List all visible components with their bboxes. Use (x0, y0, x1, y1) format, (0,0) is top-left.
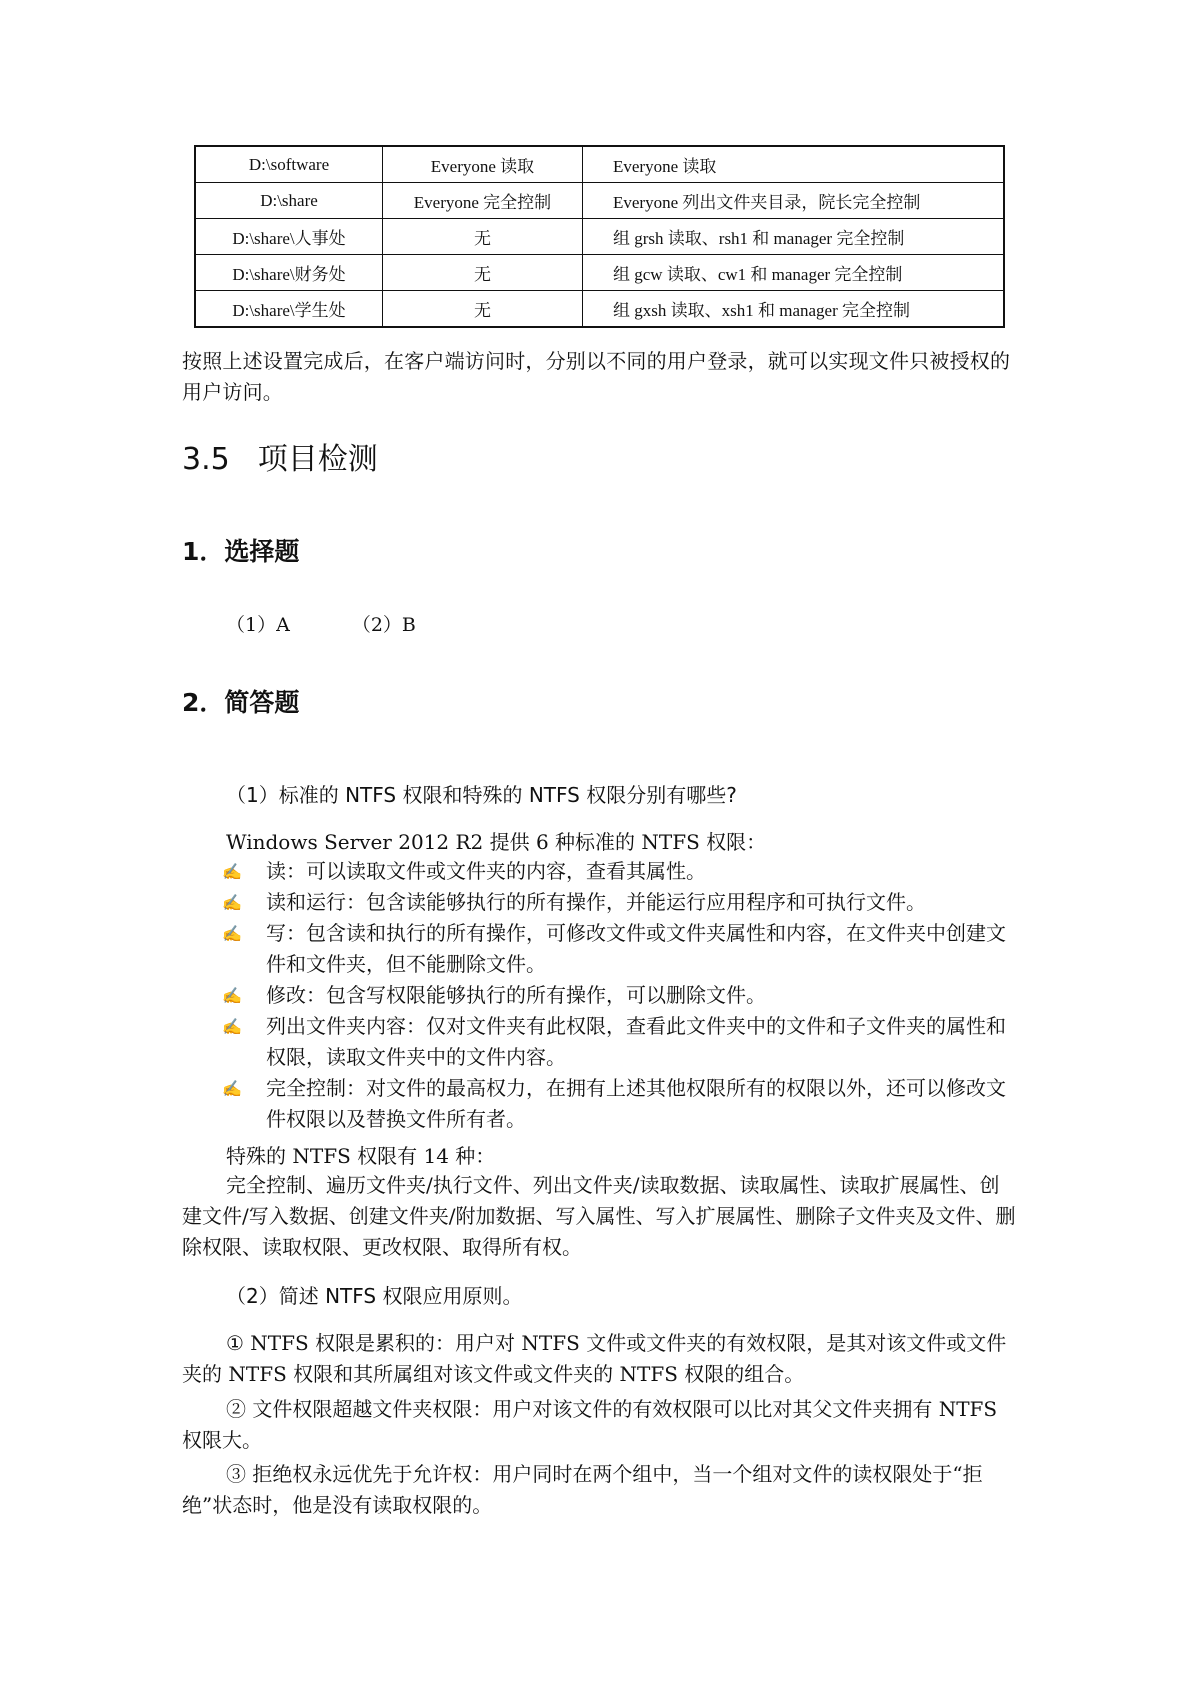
principle-3: ③ 拒绝权永远优先于允许权：用户同时在两个组中，当一个组对文件的读权限处于“拒绝”状态时，他是没有读取权限的。 (182, 1462, 983, 1517)
list-item (222, 980, 1022, 1011)
pen-icon: ✍ (222, 986, 242, 1005)
short-answer-heading: 2．简答题 (182, 688, 300, 717)
question-1: （1）标准的 NTFS 权限和特殊的 NTFS 权限分别有哪些? (226, 783, 737, 807)
special-permissions-list: 完全控制、遍历文件夹/执行文件、列出文件夹/读取数据、读取属性、读取扩展属性、创建文件/写入数据、创建文件夹/附加数据、写入属性、写入扩展属性、删除子文件夹及文件、删除权限、读取权限、更改权限、取得所有权。 (182, 1173, 1016, 1259)
table-cell: D:\share\人事处 (195, 219, 383, 255)
section-heading (182, 434, 378, 478)
table-cell: D:\software (195, 146, 383, 183)
table-cell: 组 grsh 读取、rsh1 和 manager 完全控制 (583, 219, 1005, 255)
answer-2: （2）B (351, 614, 416, 636)
table-cell: Everyone 读取 (583, 146, 1005, 183)
table-cell: D:\share\学生处 (195, 291, 383, 328)
list-item (222, 856, 1022, 887)
question-2: （2）简述 NTFS 权限应用原则。 (226, 1284, 523, 1308)
list-item-text: 读和运行：包含读能够执行的所有操作，并能运行应用程序和可执行文件。 (266, 890, 926, 914)
table-cell: Everyone 完全控制 (383, 183, 583, 219)
pen-icon: ✍ (222, 1017, 242, 1036)
choice-heading: 1．选择题 (182, 537, 300, 566)
list-item-text: 读：可以读取文件或文件夹的内容，查看其属性。 (266, 859, 706, 883)
pen-icon: ✍ (222, 893, 242, 912)
table-cell: Everyone 读取 (383, 146, 583, 183)
list-item (222, 1011, 1022, 1073)
table-cell: D:\share\财务处 (195, 255, 383, 291)
table-cell: Everyone 列出文件夹目录，院长完全控制 (583, 183, 1005, 219)
list-item-text: 写：包含读和执行的所有操作，可修改文件或文件夹属性和内容，在文件夹中创建文件和文件夹，但不能删除文件。 (266, 921, 1006, 976)
list-item (222, 887, 1022, 918)
principle-2: ② 文件权限超越文件夹权限：用户对该文件的有效权限可以比对其父文件夹拥有 NTFS 权限大。 (182, 1397, 998, 1452)
standard-permissions-list (222, 856, 1022, 1135)
permission-table (194, 145, 1005, 328)
table-row (195, 255, 1004, 291)
list-item-text: 修改：包含写权限能够执行的所有操作，可以删除文件。 (266, 983, 766, 1007)
table-row (195, 146, 1004, 183)
pen-icon: ✍ (222, 1079, 242, 1098)
table-cell: 无 (383, 255, 583, 291)
list-item-text: 完全控制：对文件的最高权力，在拥有上述其他权限所有的权限以外，还可以修改文件权限以及替换文件所有者。 (266, 1076, 1006, 1131)
section-title: 项目检测 (257, 442, 378, 477)
section-number: 3.5 (182, 442, 230, 477)
list-item-text: 列出文件夹内容：仅对文件夹有此权限，查看此文件夹中的文件和子文件夹的属性和权限，读取文件夹中的文件内容。 (266, 1014, 1006, 1069)
answer-1: （1）A (226, 614, 290, 636)
table-cell: 无 (383, 291, 583, 328)
choice-answers (226, 610, 416, 637)
table-row (195, 219, 1004, 255)
table-row (195, 183, 1004, 219)
table-row (195, 291, 1004, 328)
pen-icon: ✍ (222, 924, 242, 943)
table-cell: 组 gxsh 读取、xsh1 和 manager 完全控制 (583, 291, 1005, 328)
table-cell: 无 (383, 219, 583, 255)
list-item (222, 1073, 1022, 1135)
special-intro: 特殊的 NTFS 权限有 14 种： (226, 1144, 496, 1168)
list-item (222, 918, 1022, 980)
principle-1: ① NTFS 权限是累积的：用户对 NTFS 文件或文件夹的有效权限，是其对该文件或文件夹的 NTFS 权限和其所属组对该文件或文件夹的 NTFS 权限的组合。 (182, 1331, 1007, 1386)
intro-paragraph: 按照上述设置完成后，在客户端访问时，分别以不同的用户登录，就可以实现文件只被授权的用户访问。 (182, 349, 1011, 404)
table-cell: 组 gcw 读取、cw1 和 manager 完全控制 (583, 255, 1005, 291)
table-cell: D:\share (195, 183, 383, 219)
pen-icon: ✍ (222, 862, 242, 881)
q1-intro: Windows Server 2012 R2 提供 6 种标准的 NTFS 权限： (226, 830, 767, 854)
